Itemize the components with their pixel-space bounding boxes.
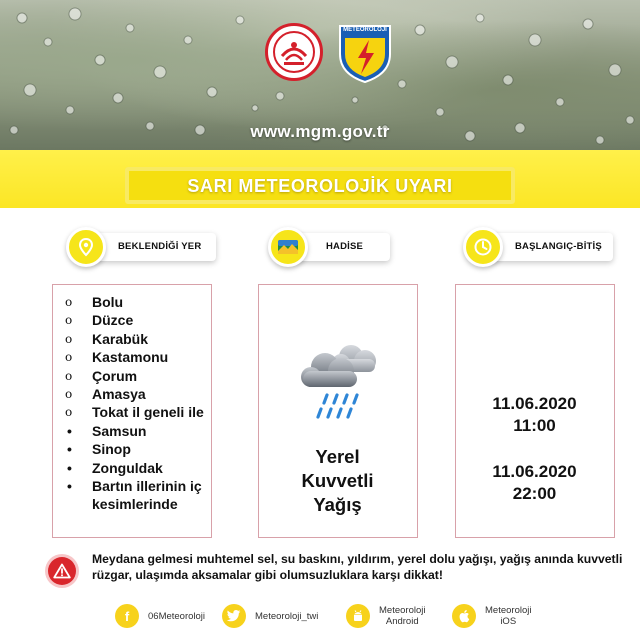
twitter-icon [222,604,246,628]
location-name: Kastamonu [92,349,169,366]
android-label [379,605,425,627]
ios-label-line-2: iOS [500,616,517,627]
facebook-icon: f [115,604,139,628]
facebook-label: 06Meteoroloji [148,610,206,622]
start-date: 11.06.2020 [492,394,577,413]
ministry-logo [265,23,323,81]
location-name: Düzce [92,312,134,329]
location-name: Karabük [92,330,149,347]
android-label-line-1: Meteoroloji [379,605,426,616]
list-marker: • [67,459,72,476]
location-name: Zonguldak [92,459,163,476]
end-block [456,461,613,505]
mgm-logo [336,20,394,84]
list-item [65,422,211,440]
location-name: Bartın illerinin iç kesimlerinde [92,478,202,513]
event-description [259,445,416,517]
apple-icon [452,604,476,628]
list-marker: o [65,387,73,402]
event-header-label: HADİSE [326,241,364,252]
location-name: Samsun [92,422,147,439]
list-item [65,440,211,458]
android-icon [346,604,370,628]
warning-triangle-icon [48,557,76,585]
list-marker: o [65,368,73,383]
list-item [65,367,211,385]
twitter-link[interactable] [222,600,318,632]
ios-label [485,605,531,627]
android-link[interactable] [346,600,425,632]
list-item [65,293,211,311]
heavy-rain-cloud-icon [297,337,381,427]
android-label-line-2: Android [385,616,419,627]
facebook-link[interactable] [115,600,205,632]
locations-list [65,293,211,514]
list-marker: o [65,331,73,346]
landscape-icon [268,227,308,267]
locations-panel [52,284,212,538]
clock-icon [463,227,503,267]
event-line-1: Yerel [315,446,360,467]
location-column-header [66,227,216,267]
list-marker: o [65,350,73,365]
list-marker: • [67,441,72,458]
list-item [65,477,211,514]
list-marker: o [65,405,73,420]
event-column-header [268,227,390,267]
list-marker: o [65,313,73,328]
event-line-3: Yağış [313,494,362,515]
start-block [456,393,613,437]
end-date: 11.06.2020 [492,462,577,481]
location-name: Çorum [92,367,138,384]
location-pin-icon [66,227,106,267]
period-panel [455,284,615,538]
time-column-header [463,227,613,267]
event-line-2: Kuvvetli [301,470,374,491]
list-item [65,330,211,348]
location-name: Bolu [92,294,124,310]
twitter-label: Meteoroloji_twi [255,610,319,622]
list-marker: • [67,422,72,439]
location-name: Tokat il geneli ile [92,404,204,421]
list-item [65,459,211,477]
list-marker: • [67,478,72,495]
location-name: Sinop [92,441,131,458]
list-item [65,348,211,366]
ministry-emblem-icon [272,30,316,74]
time-header-label: BAŞLANGIÇ-BİTİŞ [515,241,602,252]
mgm-logo-text: METEOROLOJİ [343,27,387,33]
location-name: Amasya [92,386,146,403]
event-panel [258,284,418,538]
page-title: SARI METEOROLOJİK UYARI [187,176,453,196]
location-header-label: BEKLENDİĞİ YER [118,241,202,252]
list-item [65,385,211,403]
ios-link[interactable] [452,600,531,632]
list-item [65,311,211,329]
ios-label-line-1: Meteoroloji [485,605,532,616]
list-marker: o [65,295,73,309]
end-time: 22:00 [512,484,557,503]
header-photo [0,0,640,150]
website-link[interactable]: www.mgm.gov.tr [250,122,390,141]
list-item [65,403,211,421]
warning-text: Meydana gelmesi muhtemel sel, su baskını, yıldırım, yerel dolu yağışı, yağış anında kuvvetli rüzgar, ulaşımda aksamalar gibi olumsuzluklara karşı dikkat! [92,552,623,582]
start-time: 11:00 [513,416,556,435]
